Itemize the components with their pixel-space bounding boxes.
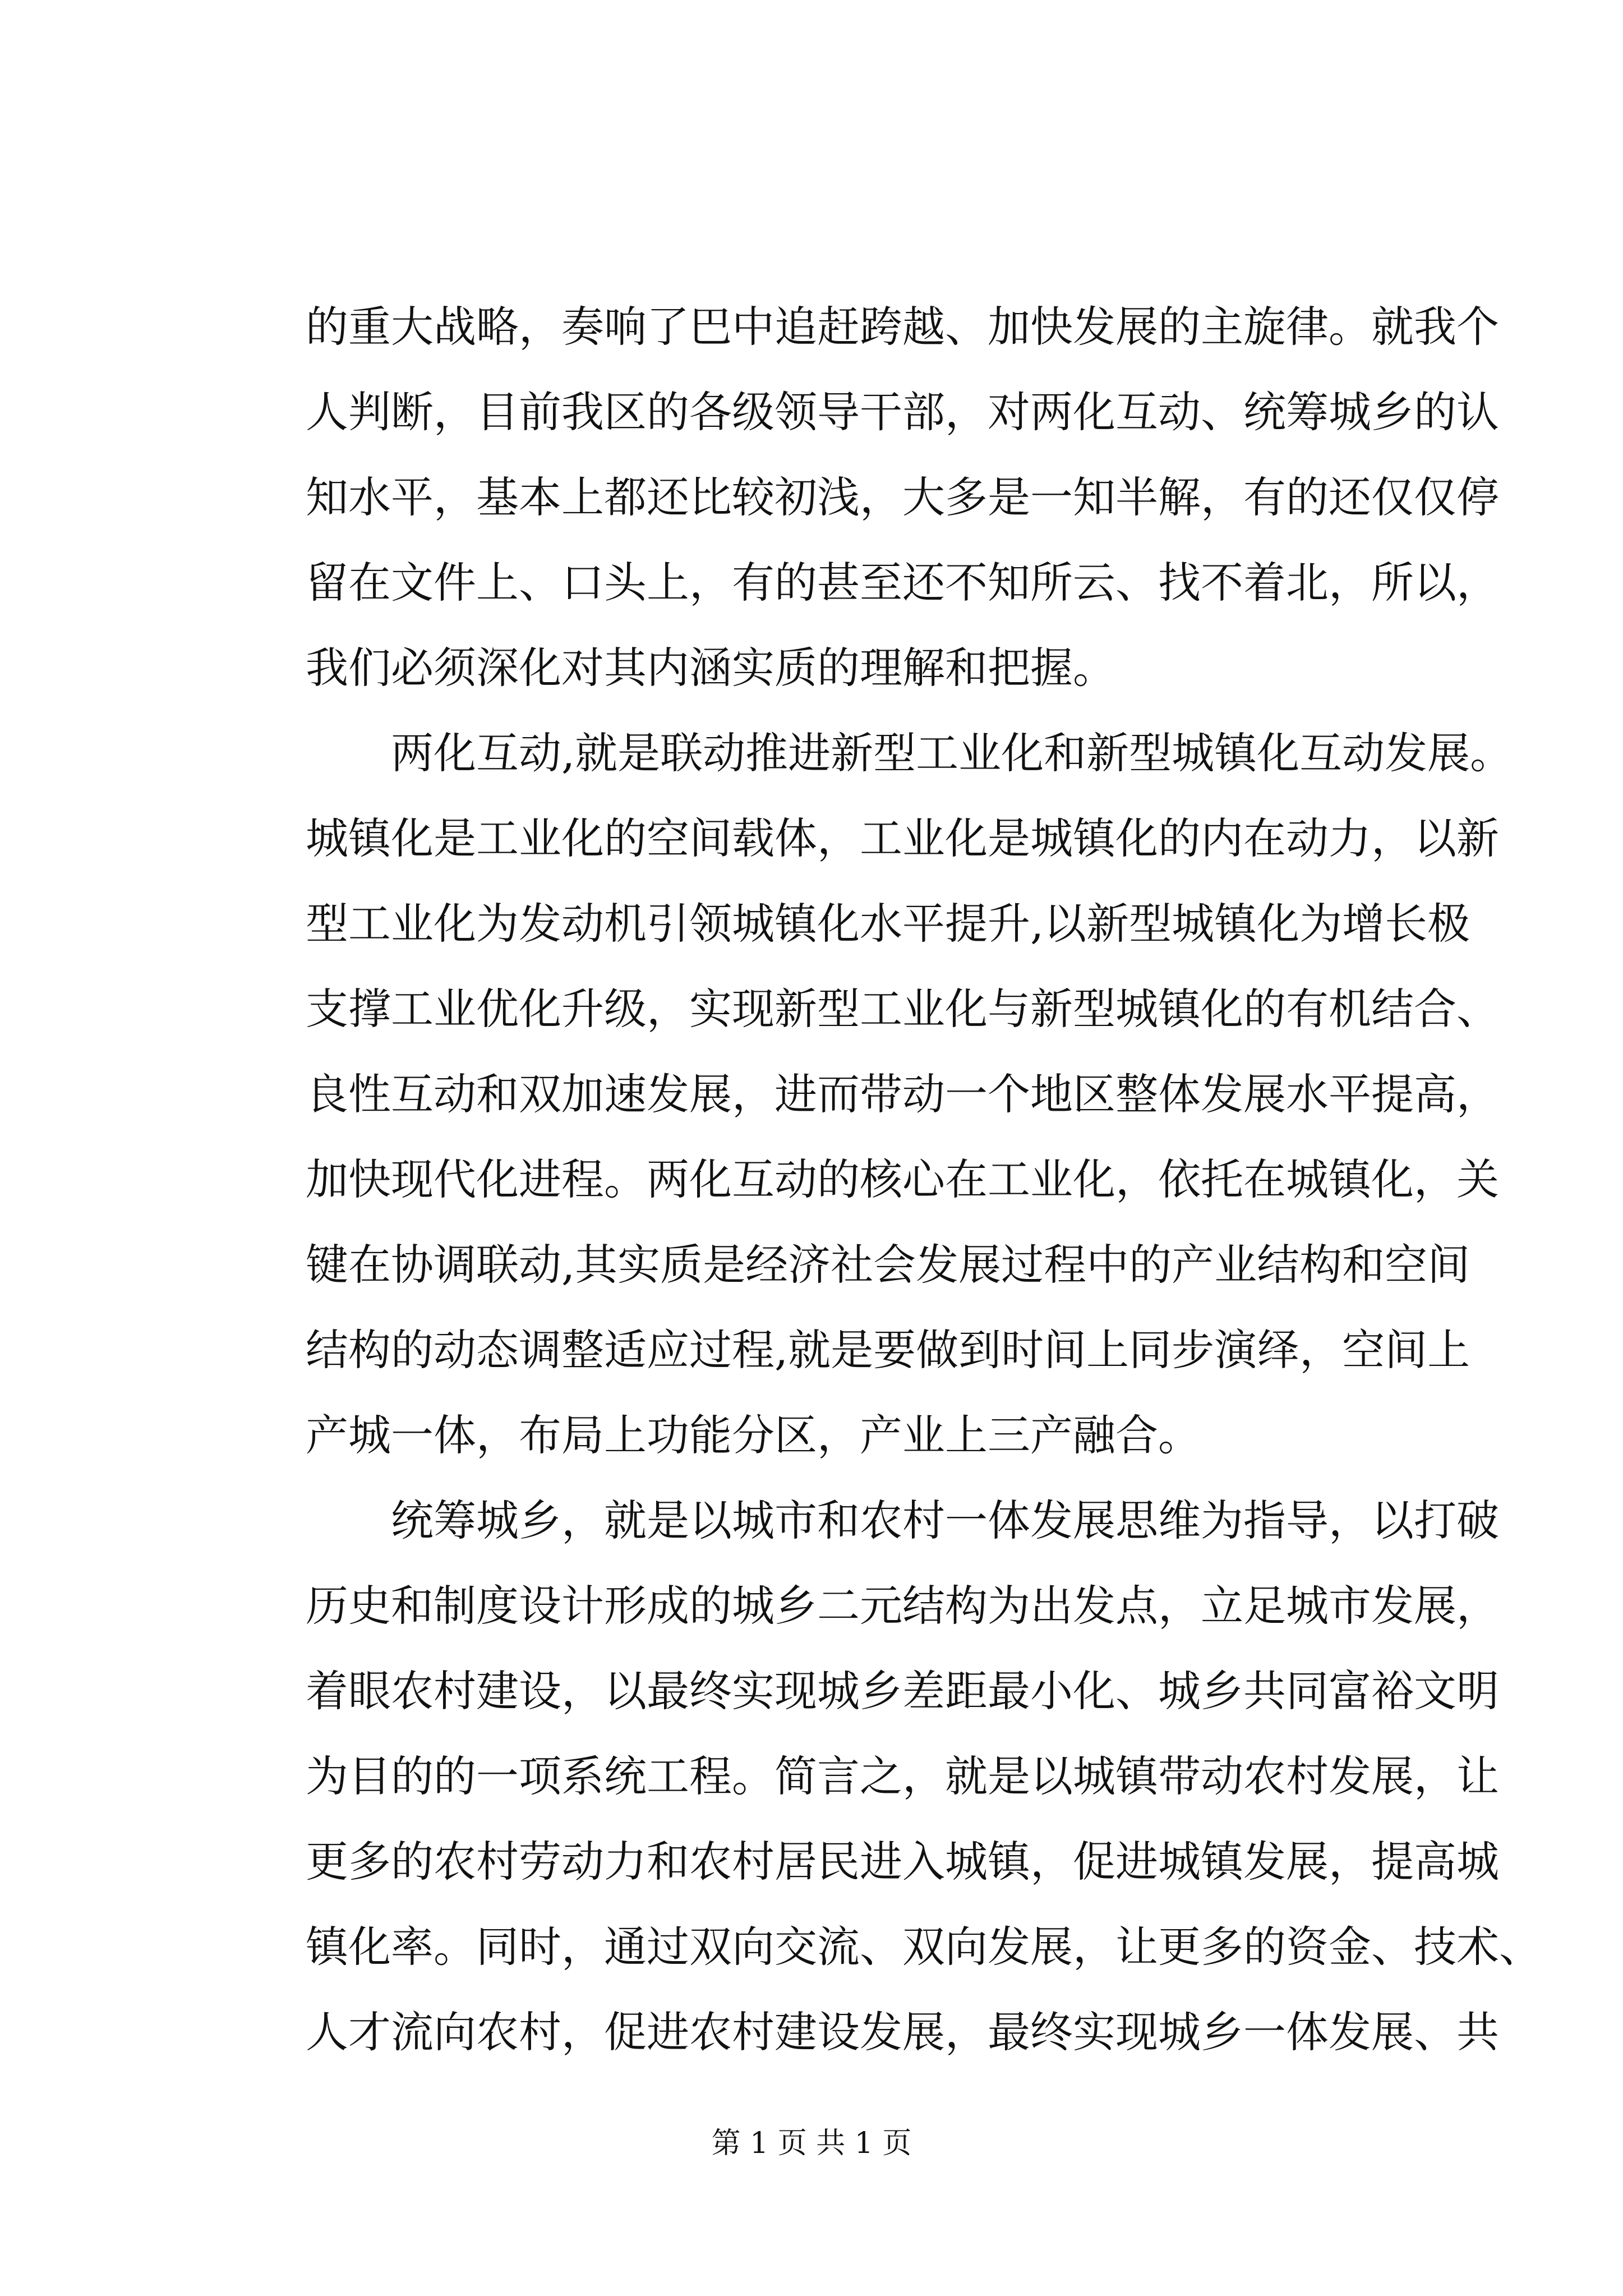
text-line: 人才流向农村，促进农村建设发展，最终实现城乡一体发展、共 (306, 2007, 1499, 2057)
text-line: 统筹城乡，就是以城市和农村一体发展思维为指导，以打破 (306, 1496, 1499, 1545)
page-footer: 第 1 页 共 1 页 (711, 2127, 912, 2160)
text-line: 镇化率。同时，通过双向交流、双向发展，让更多的资金、技术、 (306, 1922, 1542, 1972)
text-line: 更多的农村劳动力和农村居民进入城镇，促进城镇发展，提高城 (306, 1837, 1499, 1887)
text-line: 加快现代化进程。两化互动的核心在工业化，依托在城镇化，关 (306, 1154, 1499, 1204)
text-line: 键在协调联动,其实质是经济社会发展过程中的产业结构和空间 (306, 1240, 1470, 1290)
text-line: 两化互动,就是联动推进新型工业化和新型城镇化互动发展。 (306, 728, 1513, 778)
text-line: 产城一体，布局上功能分区，产业上三产融合。 (306, 1410, 1201, 1460)
text-line: 历史和制度设计形成的城乡二元结构为出发点，立足城市发展， (306, 1581, 1499, 1631)
text-line: 知水平，基本上都还比较初浅，大多是一知半解，有的还仅仅停 (306, 472, 1499, 522)
text-line: 我们必须深化对其内涵实质的理解和把握。 (306, 643, 1115, 693)
text-line: 的重大战略，奏响了巴中追赶跨越、加快发展的主旋律。就我个 (306, 302, 1499, 352)
text-line: 着眼农村建设，以最终实现城乡差距最小化、城乡共同富裕文明 (306, 1666, 1499, 1716)
text-line: 支撑工业优化升级，实现新型工业化与新型城镇化的有机结合、 (306, 984, 1499, 1034)
text-line: 为目的的一项系统工程。简言之，就是以城镇带动农村发展，让 (306, 1751, 1499, 1801)
text-line: 结构的动态调整适应过程,就是要做到时间上同步演绎，空间上 (306, 1325, 1470, 1375)
text-line: 城镇化是工业化的空间载体，工业化是城镇化的内在动力，以新 (306, 813, 1499, 863)
text-line: 人判断，目前我区的各级领导干部，对两化互动、统筹城乡的认 (306, 387, 1499, 437)
text-line: 型工业化为发动机引领城镇化水平提升,以新型城镇化为增长极 (306, 899, 1470, 949)
text-line: 良性互动和双加速发展，进而带动一个地区整体发展水平提高， (306, 1069, 1499, 1119)
text-line: 留在文件上、口头上，有的甚至还不知所云、找不着北，所以， (306, 558, 1499, 608)
